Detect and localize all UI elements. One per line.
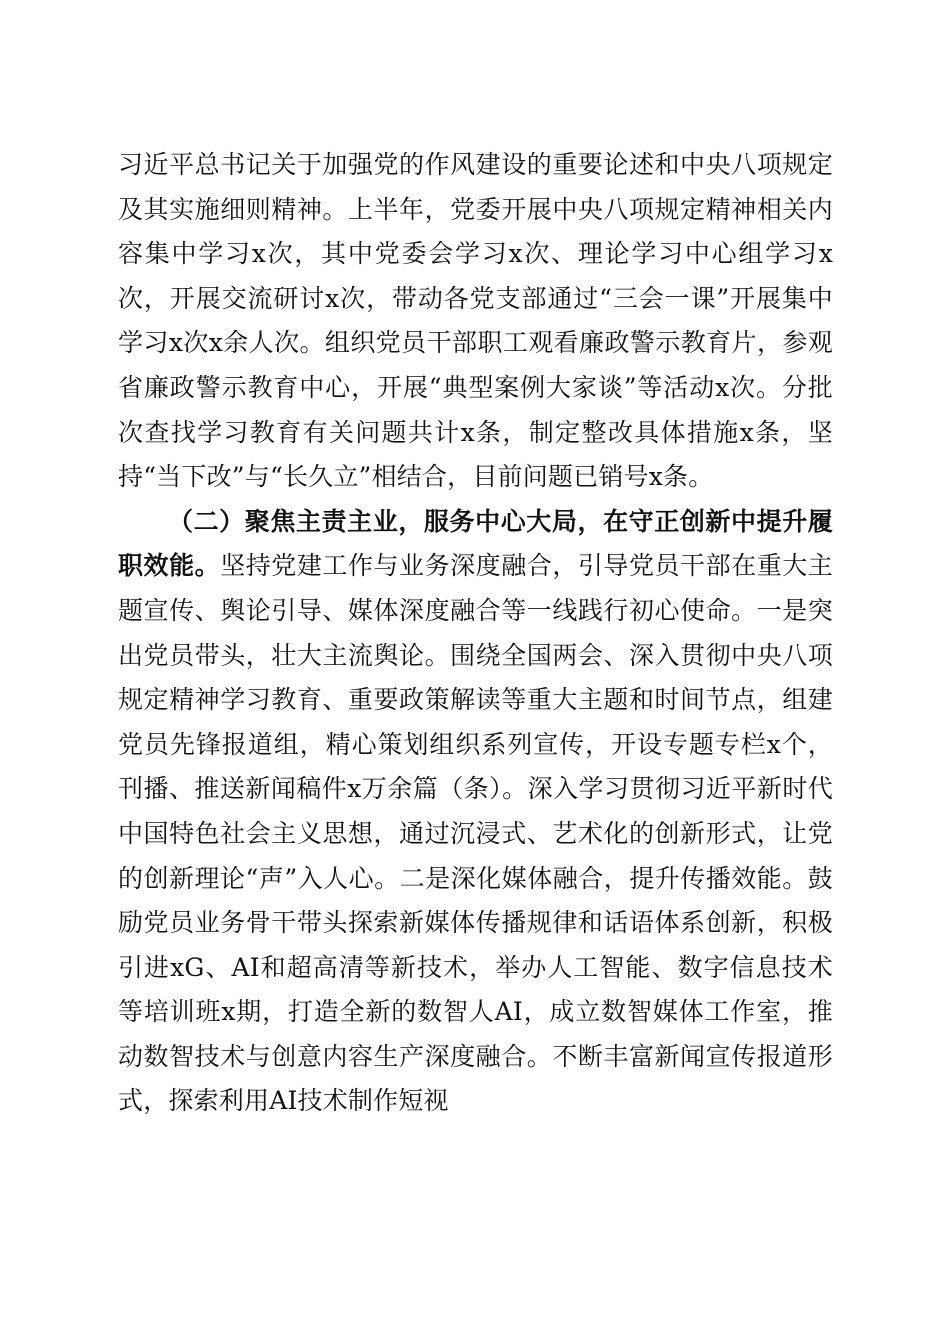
section-heading: （二）聚焦主责主业，服务中心大局，在守正创新中提升履职效能。 <box>118 506 833 581</box>
paragraph-text: 坚持党建工作与业务深度融合，引导党员干部在重大主题宣传、舆论引导、媒体深度融合等一线践行初心使命。一是突出党员带头，壮大主流舆论。围绕全国两会、深入贯彻中央八项规定精神学习教育、重要政策解读等重大主题和时间节点，组建党员先锋报道组，精心策划组织系列宣传，开设专题专栏x个，刊播、推送新闻稿件x万余篇（条）。深入学习贯彻习近平新时代中国特色社会主义思想，通过沉浸式、艺术化的创新形式，让党的创新理论“声”入人心。二是深化媒体融合，提升传播效能。鼓励党员业务骨干带头探索新媒体传播规律和话语体系创新，积极引进xG、AI和超高清等新技术，举办人工智能、数字信息技术等培训班x期，打造全新的数智人AI，成立数智媒体工作室，推动数智技术与创意内容生产深度融合。不断丰富新闻宣传报道形式，探索利用AI技术制作短视 <box>118 551 833 1116</box>
document-page <box>118 143 833 1124</box>
paragraph-text: 习近平总书记关于加强党的作风建设的重要论述和中央八项规定及其实施细则精神。上半年，党委开展中央八项规定精神相关内容集中学习x次，其中党委会学习x次、理论学习中心组学习x次，开展交流研讨x次，带动各党支部通过“三会一课”开展集中学习x次x余人次。组织党员干部职工观看廉政警示教育片，参观省廉政警示教育中心，开展“典型案例大家谈”等活动x次。分批次查找学习教育有关问题共计x条，制定整改具体措施x条，坚持“当下改”与“长久立”相结合，目前问题已销号x条。 <box>118 150 833 492</box>
paragraph-study-education <box>118 143 833 500</box>
paragraph-core-business <box>118 500 833 1124</box>
